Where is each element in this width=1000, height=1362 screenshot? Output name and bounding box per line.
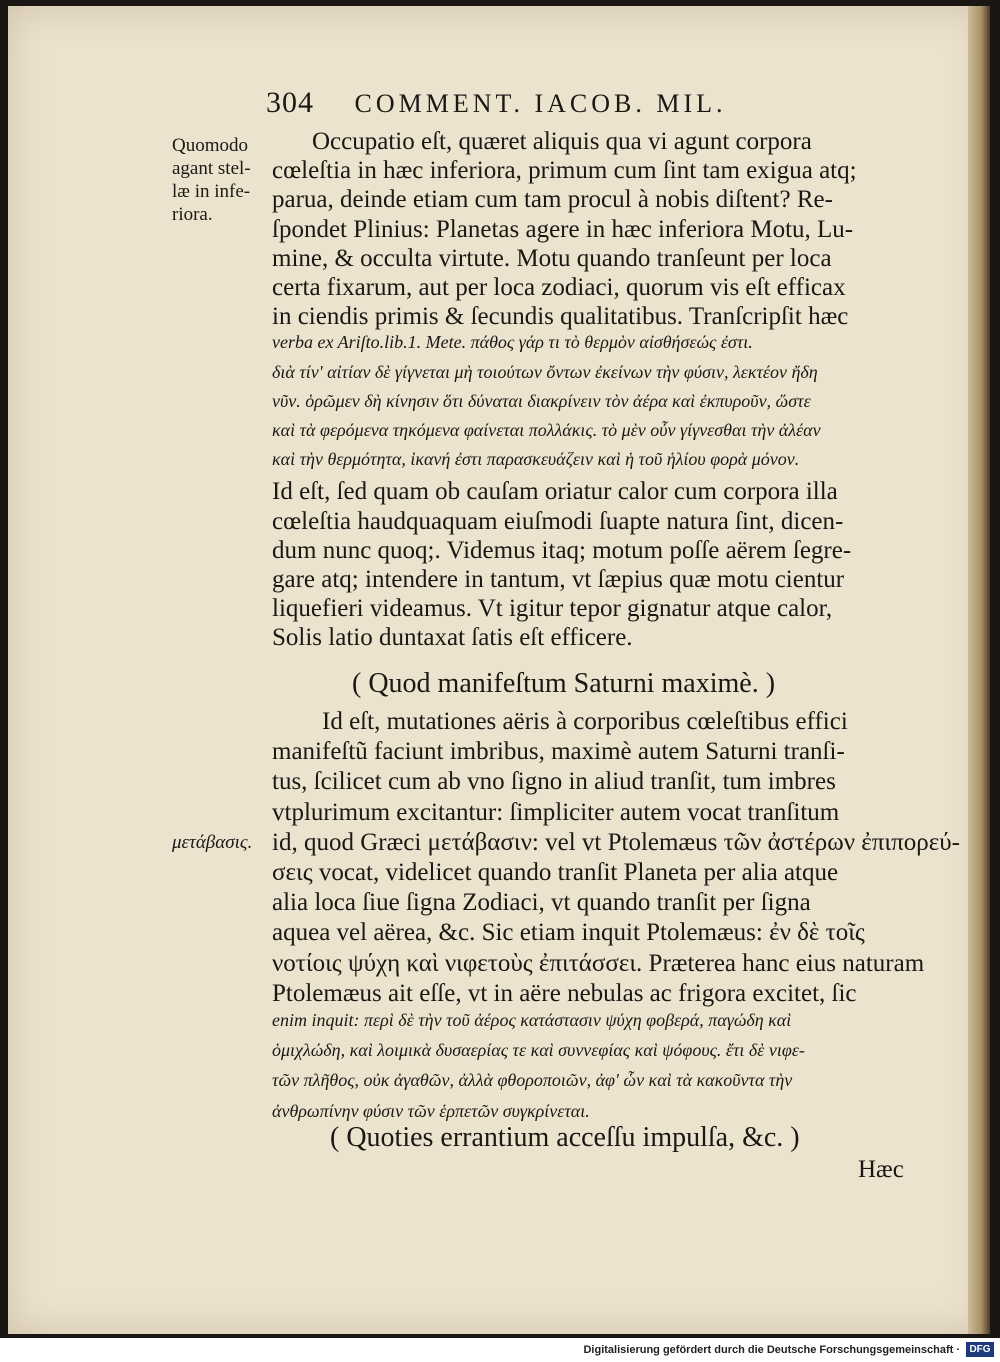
text-line: cœleſtia haudquaquam eiuſmodi ſuapte natura ſint, dicen- bbox=[272, 507, 844, 535]
text-line: Id eſt, mutationes aëris à corporibus cœleſtibus effici bbox=[322, 708, 848, 735]
margin-note-line: agant stel- bbox=[172, 158, 251, 179]
text-line: aquea vel aërea, &c. Sic etiam inquit Ptolemæus: ἐν δὲ τοῖς bbox=[272, 919, 865, 947]
text-line: Solis latio duntaxat ſatis eſt efficere. bbox=[272, 624, 633, 652]
margin-greek-note: μετάβασις. bbox=[172, 832, 253, 853]
text-line: cœleſtia in hæc inferiora, primum cum ſint tam exigua atq; bbox=[272, 157, 857, 185]
text-line: manifeſtũ faciunt imbribus, maximè autem Saturni tranſi- bbox=[272, 738, 845, 766]
text-line: enim inquit: περὶ δὲ τὴν τοῦ ἀέρος κατάστασιν ψύχη φοβερά, παγώδη καὶ bbox=[272, 1010, 792, 1030]
page-edge bbox=[968, 6, 990, 1334]
footer-bar bbox=[0, 1338, 1000, 1362]
text-line: verba ex Ariſto.lib.1. Mete. πάθος γάρ τι τὸ θερμὸν αἰσθήσεώς ἐστι. bbox=[272, 332, 753, 353]
catchword: Hæc bbox=[858, 1156, 904, 1183]
dfg-logo: DFG bbox=[966, 1342, 994, 1357]
text-line: alia loca ſiue ſigna Zodiaci, vt quando tranſit per ſigna bbox=[272, 889, 811, 917]
text-line: certa fixarum, aut per loca zodiaci, quorum vis eſt efficax bbox=[272, 274, 846, 301]
text-line: liquefieri videamus. Vt igitur tepor gignatur atque calor, bbox=[272, 595, 833, 623]
section-heading-errantium: ( Quoties errantium acceſſu impulſa, &c. ) bbox=[330, 1122, 800, 1153]
margin-note bbox=[172, 134, 272, 226]
text-line: vtplurimum excitantur: ſimpliciter autem vocat tranſitum bbox=[272, 798, 840, 826]
text-line: νῦν. ὁρῶμεν δὴ κίνησιν ὅτι δύναται διακρίνειν τὸν ἀέρα καὶ ἐκπυροῦν, ὥστε bbox=[272, 390, 811, 411]
text-line: καὶ τὰ φερόμενα τηκόμενα φαίνεται πολλάκις. τὸ μὲν οὖν γίγνεσθαι τὴν ἀλέαν bbox=[272, 420, 821, 440]
text-line: νοτίοις ψύχη καὶ νιφετοὺς ἐπιτάσσει. Præterea hanc eius naturam bbox=[272, 949, 925, 977]
text-line: dum nunc quoq;. Videmus itaq; motum poſſe aërem ſegre- bbox=[272, 536, 852, 564]
text-line: ſpondet Plinius: Planetas agere in hæc inferiora Motu, Lu- bbox=[272, 215, 854, 243]
text-line: σεις vocat, videlicet quando tranſit Planeta per alia atque bbox=[272, 859, 839, 886]
text-line: τῶν πλῆθος, οὐκ ἀγαθῶν, ἀλλὰ φθοροποιῶν, ἀφ' ὧν καὶ τὰ κακοῦντα τὴν bbox=[272, 1070, 793, 1091]
text-line: διὰ τίν' αἰτίαν δὲ γίγνεται μὴ τοιούτων ὄντων ἐκείνων τὴν φύσιν, λεκτέον ἤδη bbox=[272, 361, 818, 382]
funding-credit: Digitalisierung gefördert durch die Deutsche Forschungsgemeinschaft · bbox=[583, 1344, 960, 1356]
text-line: καὶ τὴν θερμότητα, ἱκανή ἐστι παρασκευάζειν καὶ ἡ τοῦ ἡλίου φορὰ μόνον. bbox=[272, 449, 800, 470]
running-header bbox=[266, 86, 816, 120]
text-line: parua, deinde etiam cum tam procul à nobis diſtent? Re- bbox=[272, 186, 833, 214]
text-line: tus, ſcilicet cum ab vno ſigno in aliud tranſit, tum imbres bbox=[272, 768, 836, 796]
text-line: mine, & occulta virtute. Motu quando tranſeunt per loca bbox=[272, 244, 832, 272]
margin-note-line: Quomodo bbox=[172, 135, 248, 156]
page-number: 304 bbox=[266, 86, 314, 119]
text-line: in ciendis primis & ſecundis qualitatibus. Tranſcripſit hæc bbox=[272, 303, 849, 331]
text-line: gare atq; intendere in tantum, vt ſæpius quæ motu cientur bbox=[272, 566, 845, 593]
text-line: id, quod Græci μετάβασιν: vel vt Ptolemæus τῶν ἀστέρων ἐπιπορεύ- bbox=[272, 828, 960, 856]
text-line: ἀνθρωπίνην φύσιν τῶν ἑρπετῶν συγκρίνεται. bbox=[272, 1100, 590, 1121]
margin-note-line: læ in infe- bbox=[172, 181, 251, 202]
running-title: COMMENT. IACOB. MIL. bbox=[354, 89, 727, 118]
section-heading-saturn: ( Quod manifeſtum Saturni maximè. ) bbox=[352, 668, 776, 699]
text-line: Id eſt, ſed quam ob cauſam oriatur calor cum corpora illa bbox=[272, 478, 838, 506]
text-line: Occupatio eſt, quæret aliquis qua vi agunt corpora bbox=[312, 128, 812, 155]
text-line: Ptolemæus ait eſſe, vt in aëre nebulas ac frigora excitet, ſic bbox=[272, 979, 857, 1007]
text-line: ὁμιχλώδη, καὶ λοιμικὰ δυσαερίας τε καὶ συννεφίας καὶ ψόφους. ἔτι δὲ νιφε- bbox=[272, 1040, 805, 1061]
margin-note-line: riora. bbox=[172, 204, 213, 225]
